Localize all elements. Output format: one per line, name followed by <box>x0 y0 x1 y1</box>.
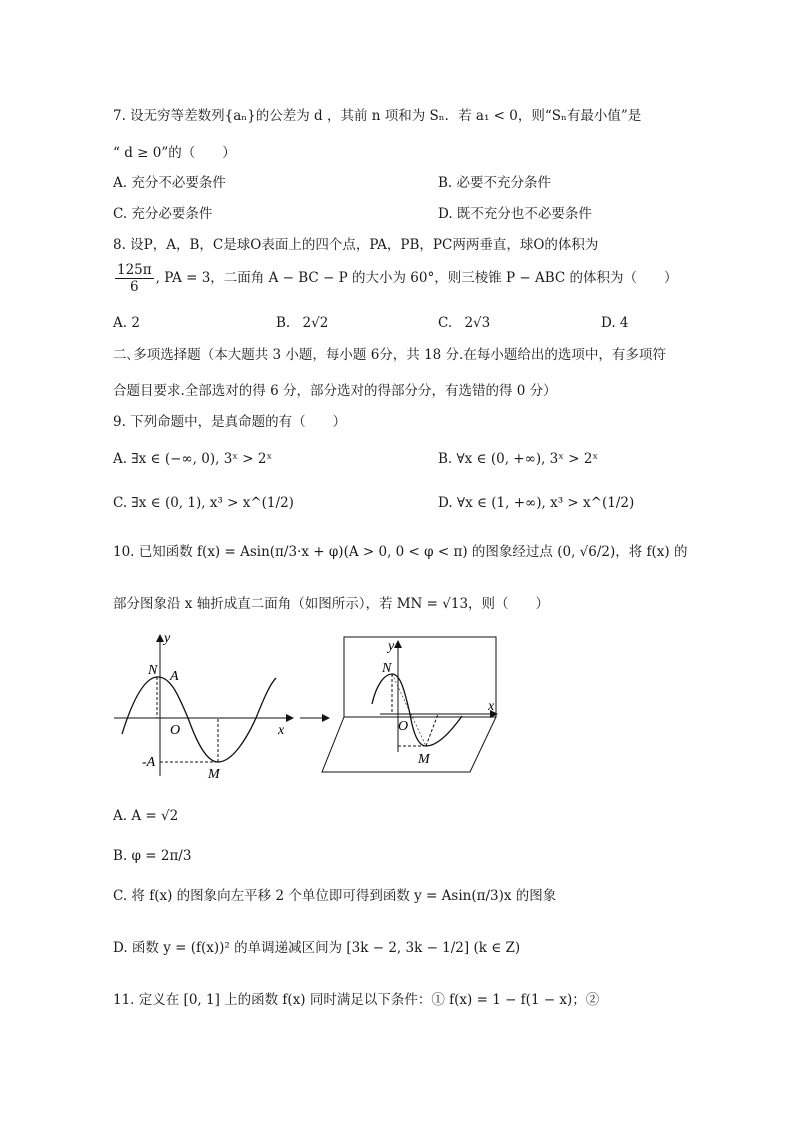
q11-line1: 11. 定义在 [0, 1] 上的函数 f(x) 同时满足以下条件：① f(x) = 1 − f(1 − x)；② <box>113 992 600 1008</box>
q7-option-a: A. 充分不必要条件 <box>113 175 226 191</box>
q10-line1: 10. 已知函数 f(x) = Asin(π/3·x + φ)(A > 0, 0 < φ < π) 的图象经过点 (0, √6/2)，将 f(x) 的 <box>113 544 688 560</box>
q8-line1: 8. 设P，A，B，C是球O表面上的四个点，PA，PB，PC两两垂直，球O的体积为 <box>113 237 599 253</box>
right-o-label: O <box>398 719 409 734</box>
section2-line1: 二､多项选择题（本大题共 3 小题，每小题 6分，共 18 分.在每小题给出的选项中，有多项符 <box>113 347 666 363</box>
q10-figure <box>110 630 530 780</box>
left-m-label: M <box>208 767 220 780</box>
right-y-label: y <box>388 639 395 654</box>
q8-option-b-value: 2√2 <box>302 315 329 331</box>
q10-option-c: C. 将 f(x) 的图象向左平移 2 个单位即可得到函数 y = Asin(π/3)x 的图象 <box>113 888 557 904</box>
q9-stem: 9. 下列命题中，是真命题的有（ ） <box>113 414 347 430</box>
left-o-label: O <box>170 723 181 738</box>
q9-option-c: C. ∃x ∈ (0, 1), x³ > x^(1/2) <box>113 495 294 511</box>
right-m-label: M <box>418 752 430 767</box>
left-y-label: y <box>164 631 171 646</box>
q10-option-a: A. A = √2 <box>113 808 179 824</box>
q7-option-c: C. 充分必要条件 <box>113 206 213 222</box>
transform-arrow-icon <box>300 714 330 722</box>
q7-line2: “ d ≥ 0”的（ ） <box>113 145 236 161</box>
q8-option-d: D. 4 <box>601 315 629 331</box>
q7-line1: 7. 设无穷等差数列{aₙ}的公差为 d ，其前 n 项和为 Sₙ．若 a₁ < 0，则“Sₙ有最小值”是 <box>113 108 642 124</box>
q10-line2: 部分图象沿 x 轴折成直二面角（如图所示），若 MN = √13，则（ ） <box>113 596 550 612</box>
q9-option-d: D. ∀x ∈ (1, +∞), x³ > x^(1/2) <box>438 495 635 511</box>
left-graph <box>114 631 294 780</box>
right-n-label: N <box>382 661 392 676</box>
right-x-label: x <box>488 699 495 714</box>
q8-frac-num: 125π <box>117 262 152 278</box>
left-neg-a-label: -A <box>142 755 156 770</box>
q10-option-b: B. φ = 2π/3 <box>113 848 192 864</box>
q8-option-b-label: B. <box>276 315 291 331</box>
q8-line2-rest: , PA = 3，二面角 A − BC − P 的大小为 60°，则三棱锥 P − ABC 的体积为（ ） <box>155 270 678 286</box>
q8-option-c <box>438 313 490 333</box>
q8-option-a: A. 2 <box>113 315 140 331</box>
q8-fraction <box>115 262 154 295</box>
q8-line2 <box>113 262 678 295</box>
q8-option-c-label: C. <box>438 315 453 331</box>
q10-option-d: D. 函数 y = (f(x))² 的单调递减区间为 [3k − 2, 3k − 1/2] (k ∈ Z) <box>113 940 521 956</box>
q8-option-b <box>276 313 328 333</box>
right-graph <box>322 637 498 772</box>
q7-option-b: B. 必要不充分条件 <box>438 175 552 191</box>
q8-frac-den: 6 <box>130 279 139 295</box>
q9-option-b: B. ∀x ∈ (0, +∞), 3ˣ > 2ˣ <box>438 451 599 467</box>
section2-line2: 合题目要求.全部选对的得 6 分，部分选对的得部分分，有选错的得 0 分） <box>113 383 557 399</box>
q7-option-d: D. 既不充分也不必要条件 <box>438 206 592 222</box>
left-a-label: A <box>170 669 179 684</box>
q9-option-a: A. ∃x ∈ (−∞, 0), 3ˣ > 2ˣ <box>113 451 273 467</box>
left-x-label: x <box>278 723 285 738</box>
left-n-label: N <box>148 663 158 678</box>
q8-option-c-value: 2√3 <box>464 315 491 331</box>
